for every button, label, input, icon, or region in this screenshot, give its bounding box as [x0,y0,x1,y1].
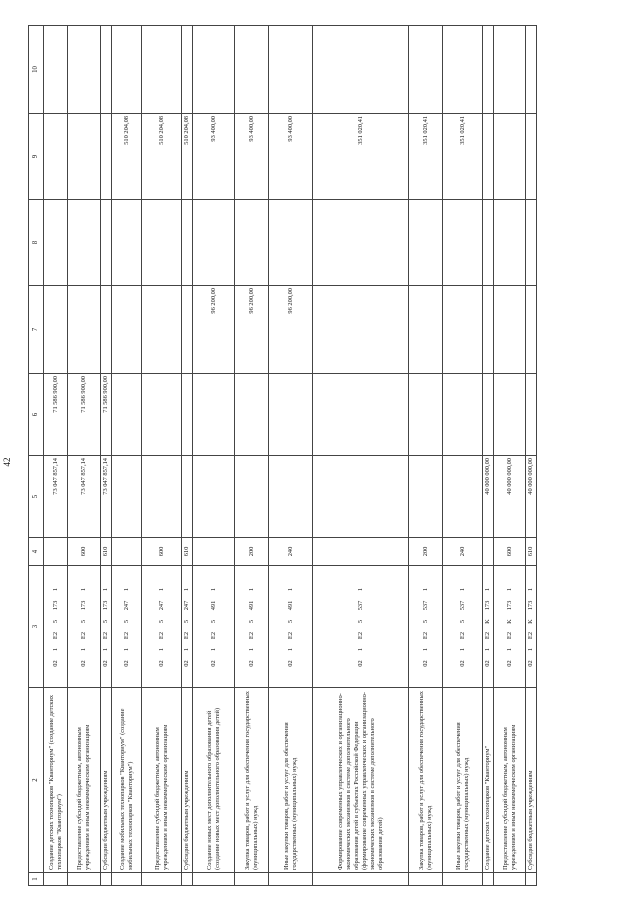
amount-cell-c9: 93 400,00 [269,114,313,200]
code-part: 491 [247,600,255,611]
expense-type-cell: 240 [443,538,483,566]
amount-cell-c9: 351 020,41 [313,114,409,200]
column-number-header: 9 [29,114,44,200]
expense-type-cell: 200 [409,538,443,566]
code-part: 247 [157,600,165,611]
code-part: K [527,619,534,624]
item-name-cell: Субсидии бюджетным учреждениям [182,688,193,873]
amount-cell-c7 [101,286,112,374]
code-part: 1 [157,647,165,652]
code-part: 173 [102,600,109,611]
table-row [494,26,526,886]
amount-cell-c9 [44,114,68,200]
amount-cell-c10 [112,26,142,114]
amount-cell-c5 [443,456,483,538]
code-part: 02 [286,660,294,667]
amount-cell-c9: 93 400,00 [235,114,269,200]
code-part: E2 [356,631,364,640]
amount-cell-c9 [101,114,112,200]
amount-cell-c5 [193,456,235,538]
column-number-header: 10 [29,26,44,114]
code-part: 1 [286,587,294,592]
item-name-cell: Создание новых мест дополнительного образования детей (создание новых мест дополнительного образования детей) [193,688,235,873]
amount-cell-c10 [68,26,101,114]
code-part: 02 [356,660,364,667]
amount-cell-c6 [142,374,182,456]
code-part: 5 [183,619,190,624]
row-index-cell [68,873,101,886]
code-part: E2 [51,631,59,640]
code-part: 1 [286,647,294,652]
budget-table-sheet [28,26,584,886]
amount-cell-c8 [68,200,101,286]
expense-type-cell: 610 [526,538,537,566]
code-part: 1 [484,647,491,652]
expense-type-cell [193,538,235,566]
code-part: E2 [458,631,466,640]
amount-cell-c6 [483,374,494,456]
amount-cell-c10 [101,26,112,114]
page-number-text: 42 [2,457,12,467]
item-name-cell: Предоставление субсидий бюджетным, автономным учреждениям и иным некоммерческим организациям [68,688,101,873]
amount-cell-c6: 71 586 900,00 [101,374,112,456]
amount-cell-c5 [409,456,443,538]
code-part: 5 [247,619,255,624]
classification-code-cell [443,566,483,688]
page-number [0,455,14,469]
amount-cell-c8 [193,200,235,286]
code-part: 1 [458,587,466,592]
classification-code-cell [112,566,142,688]
code-part: 1 [157,587,165,592]
expense-type-cell [112,538,142,566]
code-part: 02 [122,660,130,667]
amount-cell-c6: 71 586 900,00 [44,374,68,456]
code-part: 5 [80,619,87,624]
code-part: 5 [286,619,294,624]
amount-cell-c9: 351 020,41 [409,114,443,200]
amount-cell-c10 [142,26,182,114]
code-part: 491 [209,600,217,611]
amount-cell-c8 [182,200,193,286]
amount-cell-c7: 96 200,00 [269,286,313,374]
row-index-cell [269,873,313,886]
amount-cell-c8 [44,200,68,286]
amount-cell-c5: 40 000 000,00 [526,456,537,538]
row-index-cell [494,873,526,886]
code-part: 1 [421,647,429,652]
code-part: 1 [356,587,364,592]
expense-type-cell [483,538,494,566]
amount-cell-c6 [526,374,537,456]
code-part: 537 [421,600,429,611]
classification-code-cell [235,566,269,688]
code-part: 247 [183,600,190,611]
column-number-header: 7 [29,286,44,374]
code-part: 1 [122,587,130,592]
amount-cell-c7 [494,286,526,374]
header-row [29,26,44,886]
code-part: 02 [102,660,109,667]
code-part: 02 [247,660,255,667]
code-part: 5 [122,619,130,624]
code-part: 5 [102,619,109,624]
amount-cell-c5: 73 047 857,14 [101,456,112,538]
amount-cell-c9 [526,114,537,200]
code-part: 1 [527,587,534,592]
amount-cell-c10 [313,26,409,114]
item-name-cell: Предоставление субсидий бюджетным, автономным учреждениям и иным некоммерческим организациям [142,688,182,873]
classification-code-cell [483,566,494,688]
expense-type-cell [44,538,68,566]
table-row [142,26,182,886]
amount-cell-c5 [313,456,409,538]
amount-cell-c6 [494,374,526,456]
amount-cell-c9: 510 204,08 [112,114,142,200]
amount-cell-c7 [68,286,101,374]
classification-code-cell [409,566,443,688]
classification-code-cell [313,566,409,688]
amount-cell-c9: 510 204,08 [182,114,193,200]
code-part: 491 [286,600,294,611]
amount-cell-c7 [44,286,68,374]
row-index-cell [526,873,537,886]
code-part: E2 [505,631,513,640]
classification-code-cell [269,566,313,688]
row-index-cell [182,873,193,886]
code-part: 02 [484,660,491,667]
amount-cell-c5 [269,456,313,538]
amount-cell-c9 [494,114,526,200]
item-name-cell: Субсидии бюджетным учреждениям [101,688,112,873]
table-row [112,26,142,886]
column-number-header: 1 [29,873,44,886]
row-index-cell [112,873,142,886]
amount-cell-c8 [101,200,112,286]
amount-cell-c6 [409,374,443,456]
code-part: 5 [209,619,217,624]
code-part: 5 [356,619,364,624]
item-name-cell: Иные закупки товаров, работ и услуг для обеспечения государственных (муниципальных) нужд [443,688,483,873]
amount-cell-c8 [142,200,182,286]
amount-cell-c8 [269,200,313,286]
code-part: 02 [421,660,429,667]
classification-code-cell [494,566,526,688]
classification-code-cell [101,566,112,688]
code-part: 02 [157,660,165,667]
amount-cell-c6 [443,374,483,456]
code-part: E2 [421,631,429,640]
table-row [409,26,443,886]
expense-type-cell: 600 [494,538,526,566]
code-part: 5 [51,619,59,624]
table-row [68,26,101,886]
amount-cell-c6 [182,374,193,456]
code-part: 537 [458,600,466,611]
table-row [443,26,483,886]
code-part: 1 [51,647,59,652]
amount-cell-c5: 40 000 000,00 [494,456,526,538]
code-part: 1 [209,587,217,592]
item-name-cell: Закупка товаров, работ и услуг для обеспечения государственных (муниципальных) нужд [235,688,269,873]
code-part: 1 [183,587,190,592]
code-part: 1 [505,647,513,652]
code-part: 02 [80,660,87,667]
code-part: 537 [356,600,364,611]
row-index-cell [409,873,443,886]
amount-cell-c5: 40 000 000,00 [483,456,494,538]
amount-cell-c9: 510 204,08 [142,114,182,200]
budget-table [28,25,537,886]
code-part: 1 [80,587,87,592]
expense-type-cell [313,538,409,566]
code-part: 02 [505,660,513,667]
code-part: 02 [51,660,59,667]
code-part: 173 [484,600,491,611]
classification-code-cell [44,566,68,688]
row-index-cell [101,873,112,886]
classification-code-cell [142,566,182,688]
column-number-header: 4 [29,538,44,566]
amount-cell-c7 [112,286,142,374]
amount-cell-c10 [269,26,313,114]
amount-cell-c8 [494,200,526,286]
code-part: 1 [209,647,217,652]
amount-cell-c8 [235,200,269,286]
amount-cell-c6 [112,374,142,456]
amount-cell-c5 [235,456,269,538]
amount-cell-c9 [68,114,101,200]
amount-cell-c7 [182,286,193,374]
code-part: 02 [458,660,466,667]
amount-cell-c10 [44,26,68,114]
code-part: K [484,619,491,624]
amount-cell-c6 [235,374,269,456]
amount-cell-c10 [235,26,269,114]
amount-cell-c7: 96 200,00 [235,286,269,374]
code-part: 1 [183,647,190,652]
table-row [101,26,112,886]
code-part: K [505,619,513,624]
code-part: 1 [80,647,87,652]
expense-type-cell: 610 [182,538,193,566]
table-row [235,26,269,886]
code-part: 1 [484,587,491,592]
amount-cell-c8 [443,200,483,286]
column-number-header: 5 [29,456,44,538]
item-name-cell: Субсидии бюджетным учреждениям [526,688,537,873]
column-number-header: 8 [29,200,44,286]
amount-cell-c5 [112,456,142,538]
code-part: 5 [157,619,165,624]
column-number-header: 3 [29,566,44,688]
table-row [483,26,494,886]
row-index-cell [313,873,409,886]
table-row [44,26,68,886]
code-part: 5 [421,619,429,624]
classification-code-cell [193,566,235,688]
item-name-cell: Создание мобильных технопарков "Кванториум" (создание мобильных технопарков "Кванториум") [112,688,142,873]
row-index-cell [483,873,494,886]
amount-cell-c5 [142,456,182,538]
column-number-header: 2 [29,688,44,873]
item-name-cell: Создание детских технопарков "Кванториум" (создание детских технопарков "Кванториум") [44,688,68,873]
code-part: E2 [209,631,217,640]
amount-cell-c7 [483,286,494,374]
table-row [269,26,313,886]
code-part: 1 [505,587,513,592]
amount-cell-c10 [526,26,537,114]
amount-cell-c10 [483,26,494,114]
code-part: 173 [505,600,513,611]
amount-cell-c9: 351 020,41 [443,114,483,200]
amount-cell-c8 [112,200,142,286]
amount-cell-c8 [409,200,443,286]
expense-type-cell: 600 [68,538,101,566]
row-index-cell [193,873,235,886]
code-part: 173 [51,600,59,611]
amount-cell-c7 [526,286,537,374]
row-index-cell [443,873,483,886]
table-row [182,26,193,886]
code-part: 1 [421,587,429,592]
amount-cell-c8 [483,200,494,286]
row-index-cell [44,873,68,886]
table-row [526,26,537,886]
code-part: E2 [484,631,491,640]
code-part: 02 [183,660,190,667]
code-part: 5 [458,619,466,624]
amount-cell-c10 [443,26,483,114]
code-part: E2 [157,631,165,640]
code-part: 1 [102,587,109,592]
table-row [193,26,235,886]
amount-cell-c7 [443,286,483,374]
code-part: 1 [247,647,255,652]
expense-type-cell: 600 [142,538,182,566]
amount-cell-c6 [313,374,409,456]
code-part: 173 [80,600,87,611]
code-part: 1 [102,647,109,652]
amount-cell-c5 [182,456,193,538]
code-part: E2 [247,631,255,640]
amount-cell-c10 [182,26,193,114]
amount-cell-c7 [142,286,182,374]
amount-cell-c10 [494,26,526,114]
expense-type-cell: 610 [101,538,112,566]
code-part: E2 [527,631,534,640]
classification-code-cell [68,566,101,688]
item-name-cell: Формирование современных управленческих и организационно-экономических механизмов в системе дополнительного образования детей в субъектах Российской Федерации (формирование современных управленческих и организационно-экономических механизмов в системе дополнительного образования детей) [313,688,409,873]
row-index-cell [235,873,269,886]
amount-cell-c7 [313,286,409,374]
amount-cell-c10 [193,26,235,114]
amount-cell-c10 [409,26,443,114]
code-part: 1 [247,587,255,592]
amount-cell-c5: 73 047 857,14 [44,456,68,538]
amount-cell-c6 [269,374,313,456]
amount-cell-c8 [526,200,537,286]
code-part: E2 [286,631,294,640]
expense-type-cell: 200 [235,538,269,566]
expense-type-cell: 240 [269,538,313,566]
amount-cell-c9: 93 400,00 [193,114,235,200]
code-part: 02 [209,660,217,667]
amount-cell-c7: 96 200,00 [193,286,235,374]
code-part: 173 [527,600,534,611]
code-part: 1 [51,587,59,592]
amount-cell-c6: 71 586 900,00 [68,374,101,456]
code-part: 1 [122,647,130,652]
row-index-cell [142,873,182,886]
item-name-cell: Иные закупки товаров, работ и услуг для обеспечения государственных (муниципальных) нужд [269,688,313,873]
code-part: E2 [122,631,130,640]
column-number-header: 6 [29,374,44,456]
code-part: 02 [527,660,534,667]
classification-code-cell [526,566,537,688]
code-part: E2 [80,631,87,640]
classification-code-cell [182,566,193,688]
code-part: 247 [122,600,130,611]
item-name-cell: Предоставление субсидий бюджетным, автономным учреждениям и иным некоммерческим организациям [494,688,526,873]
code-part: E2 [183,631,190,640]
amount-cell-c7 [409,286,443,374]
code-part: 1 [458,647,466,652]
code-part: 1 [527,647,534,652]
amount-cell-c5: 73 047 857,14 [68,456,101,538]
budget-table-body [29,26,537,886]
amount-cell-c8 [313,200,409,286]
amount-cell-c6 [193,374,235,456]
code-part: E2 [102,631,109,640]
code-part: 1 [356,647,364,652]
table-row [313,26,409,886]
item-name-cell: Создание детских технопарков "Кванториум" [483,688,494,873]
amount-cell-c9 [483,114,494,200]
item-name-cell: Закупка товаров, работ и услуг для обеспечения государственных (муниципальных) нужд [409,688,443,873]
